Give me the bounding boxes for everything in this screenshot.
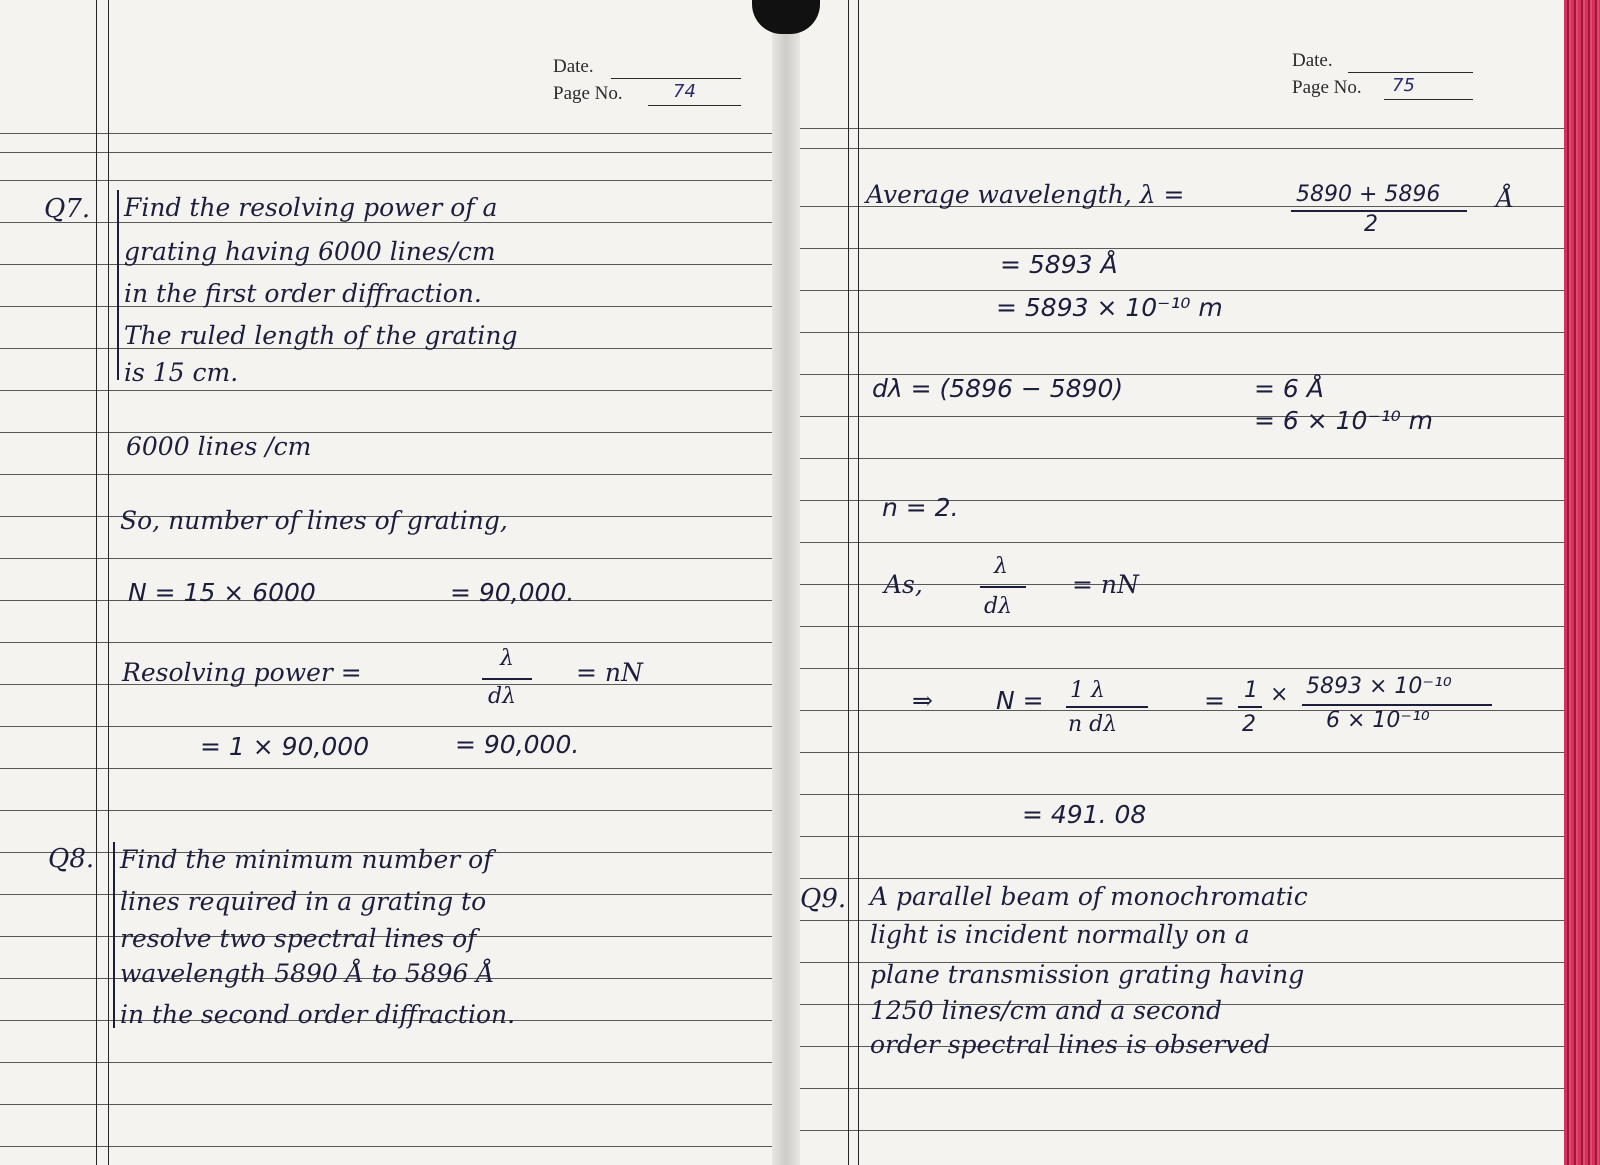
ruled-line [786, 416, 1564, 417]
question-line: order spectral lines is observed [870, 1030, 1271, 1059]
ruled-line [0, 1104, 786, 1105]
ruled-line [0, 684, 786, 685]
ruled-line [0, 1146, 786, 1147]
question-number: Q9. [800, 884, 847, 914]
fraction-denominator: 2 [1364, 212, 1378, 237]
equation-result: = 90,000. [450, 578, 575, 607]
ruled-line [0, 642, 786, 643]
equation-result: = 6 × 10⁻¹⁰ m [1254, 406, 1433, 435]
fraction-numerator: λ [500, 646, 514, 671]
question-bracket [117, 190, 119, 380]
question-line: Find the minimum number of [120, 845, 493, 874]
equals-sign: = [1204, 686, 1225, 715]
date-label: Date. [553, 56, 594, 77]
ruled-line [786, 878, 1564, 879]
ruled-line [0, 600, 786, 601]
fraction-denominator: n dλ [1068, 712, 1118, 737]
fraction-denominator: 6 × 10⁻¹⁰ [1326, 708, 1430, 733]
page-no-rule [1384, 99, 1473, 100]
page-number: 74 [673, 81, 696, 102]
ruled-line [786, 794, 1564, 795]
left-margin-line-outer [96, 0, 97, 1165]
equation-result: = 90,000. [455, 730, 580, 759]
unit-text: Å [1496, 184, 1515, 213]
question-line: light is incident normally on a [870, 920, 1250, 949]
question-line: grating having 6000 lines/cm [124, 237, 496, 266]
equation-text: = 5893 Å [1000, 250, 1118, 279]
ruled-line [786, 332, 1564, 333]
equation-text: dλ = (5896 − 5890) [872, 374, 1124, 403]
solution-text: Average wavelength, λ = [866, 180, 1185, 209]
equation-text: N = [996, 686, 1044, 715]
fraction-bar [1291, 210, 1467, 212]
equation-text: = 5893 × 10⁻¹⁰ m [996, 293, 1223, 322]
ruled-line [786, 1130, 1564, 1131]
date-rule [611, 78, 741, 79]
page-header [1292, 50, 1492, 104]
question-number: Q8. [48, 844, 95, 874]
right-margin-line-outer [848, 0, 849, 1165]
times-sign: × [1270, 682, 1289, 707]
ruled-line [0, 768, 786, 769]
ruled-line [786, 710, 1564, 711]
ruled-line [786, 248, 1564, 249]
date-row [553, 56, 753, 83]
question-bracket [113, 842, 115, 1028]
solution-text: As, [884, 570, 923, 599]
question-line: The ruled length of the grating [124, 321, 518, 350]
ruled-line [0, 1062, 786, 1063]
fraction-numerator: 5893 × 10⁻¹⁰ [1306, 674, 1452, 699]
fraction-numerator: λ [994, 554, 1008, 579]
question-line: Find the resolving power of a [124, 193, 498, 222]
solution-text: So, number of lines of grating, [120, 506, 508, 535]
page-no-rule [648, 105, 741, 106]
date-rule [1348, 72, 1473, 73]
question-line: 1250 lines/cm and a second [870, 996, 1222, 1025]
ruled-line [786, 836, 1564, 837]
equation-text: = 1 × 90,000 [200, 732, 370, 761]
fraction-numerator: 1 λ [1070, 678, 1105, 703]
fraction-numerator: 5890 + 5896 [1296, 182, 1441, 207]
question-line: lines required in a grating to [120, 887, 487, 916]
page-no-label: Page No. [1292, 77, 1362, 98]
fraction-numerator: 1 [1244, 678, 1258, 703]
ruled-line [786, 458, 1564, 459]
ruled-line [0, 474, 786, 475]
ruled-line [0, 180, 786, 181]
ruled-line [786, 1088, 1564, 1089]
equation-result: = nN [1072, 570, 1139, 599]
question-line: in the first order diffraction. [124, 279, 482, 308]
question-line: plane transmission grating having [870, 960, 1305, 989]
page-header [553, 56, 753, 110]
question-line: wavelength 5890 Å to 5896 Å [120, 959, 495, 988]
ruled-line [786, 542, 1564, 543]
implies-sign: ⇒ [912, 686, 933, 715]
fraction-bar [980, 586, 1026, 588]
right-margin-line-inner [858, 0, 859, 1165]
ruled-line [0, 390, 786, 391]
ruled-line [786, 668, 1564, 669]
solution-text: Resolving power = [122, 658, 362, 687]
equation-text: N = 15 × 6000 [128, 578, 316, 607]
page-no-row [1292, 77, 1492, 104]
notebook-spine [772, 0, 800, 1165]
ruled-line [0, 152, 786, 153]
ruled-line [786, 128, 1564, 129]
fraction-denominator: dλ [488, 684, 517, 709]
question-number: Q7. [44, 194, 91, 224]
fraction-bar [1238, 706, 1262, 708]
ruled-line [0, 133, 786, 134]
equation-result: = 6 Å [1254, 374, 1324, 403]
ruled-line [786, 290, 1564, 291]
page-no-label: Page No. [553, 83, 623, 104]
result-text: = 491. 08 [1022, 800, 1147, 829]
fraction-denominator: dλ [984, 594, 1013, 619]
fraction-denominator: 2 [1242, 712, 1256, 737]
right-page [786, 0, 1564, 1165]
date-row [1292, 50, 1492, 77]
fraction-bar [482, 678, 532, 680]
ruled-line [786, 148, 1564, 149]
question-line: in the second order diffraction. [120, 1000, 516, 1029]
question-line: A parallel beam of monochromatic [870, 882, 1308, 911]
ruled-line [0, 558, 786, 559]
equation-result: = nN [576, 658, 643, 687]
ruled-line [786, 626, 1564, 627]
equation-text: n = 2. [882, 493, 959, 522]
ruled-line [786, 752, 1564, 753]
page-number: 75 [1392, 75, 1415, 96]
page-edges [1564, 0, 1600, 1165]
question-line: is 15 cm. [124, 358, 239, 387]
ruled-line [0, 810, 786, 811]
ruled-line [0, 432, 786, 433]
given-text: 6000 lines /cm [126, 432, 312, 461]
left-margin-line-inner [108, 0, 109, 1165]
page-no-row [553, 83, 753, 110]
left-page [0, 0, 787, 1165]
fraction-bar [1066, 706, 1148, 708]
question-line: resolve two spectral lines of [120, 924, 477, 953]
date-label: Date. [1292, 50, 1333, 71]
ruled-line [0, 726, 786, 727]
